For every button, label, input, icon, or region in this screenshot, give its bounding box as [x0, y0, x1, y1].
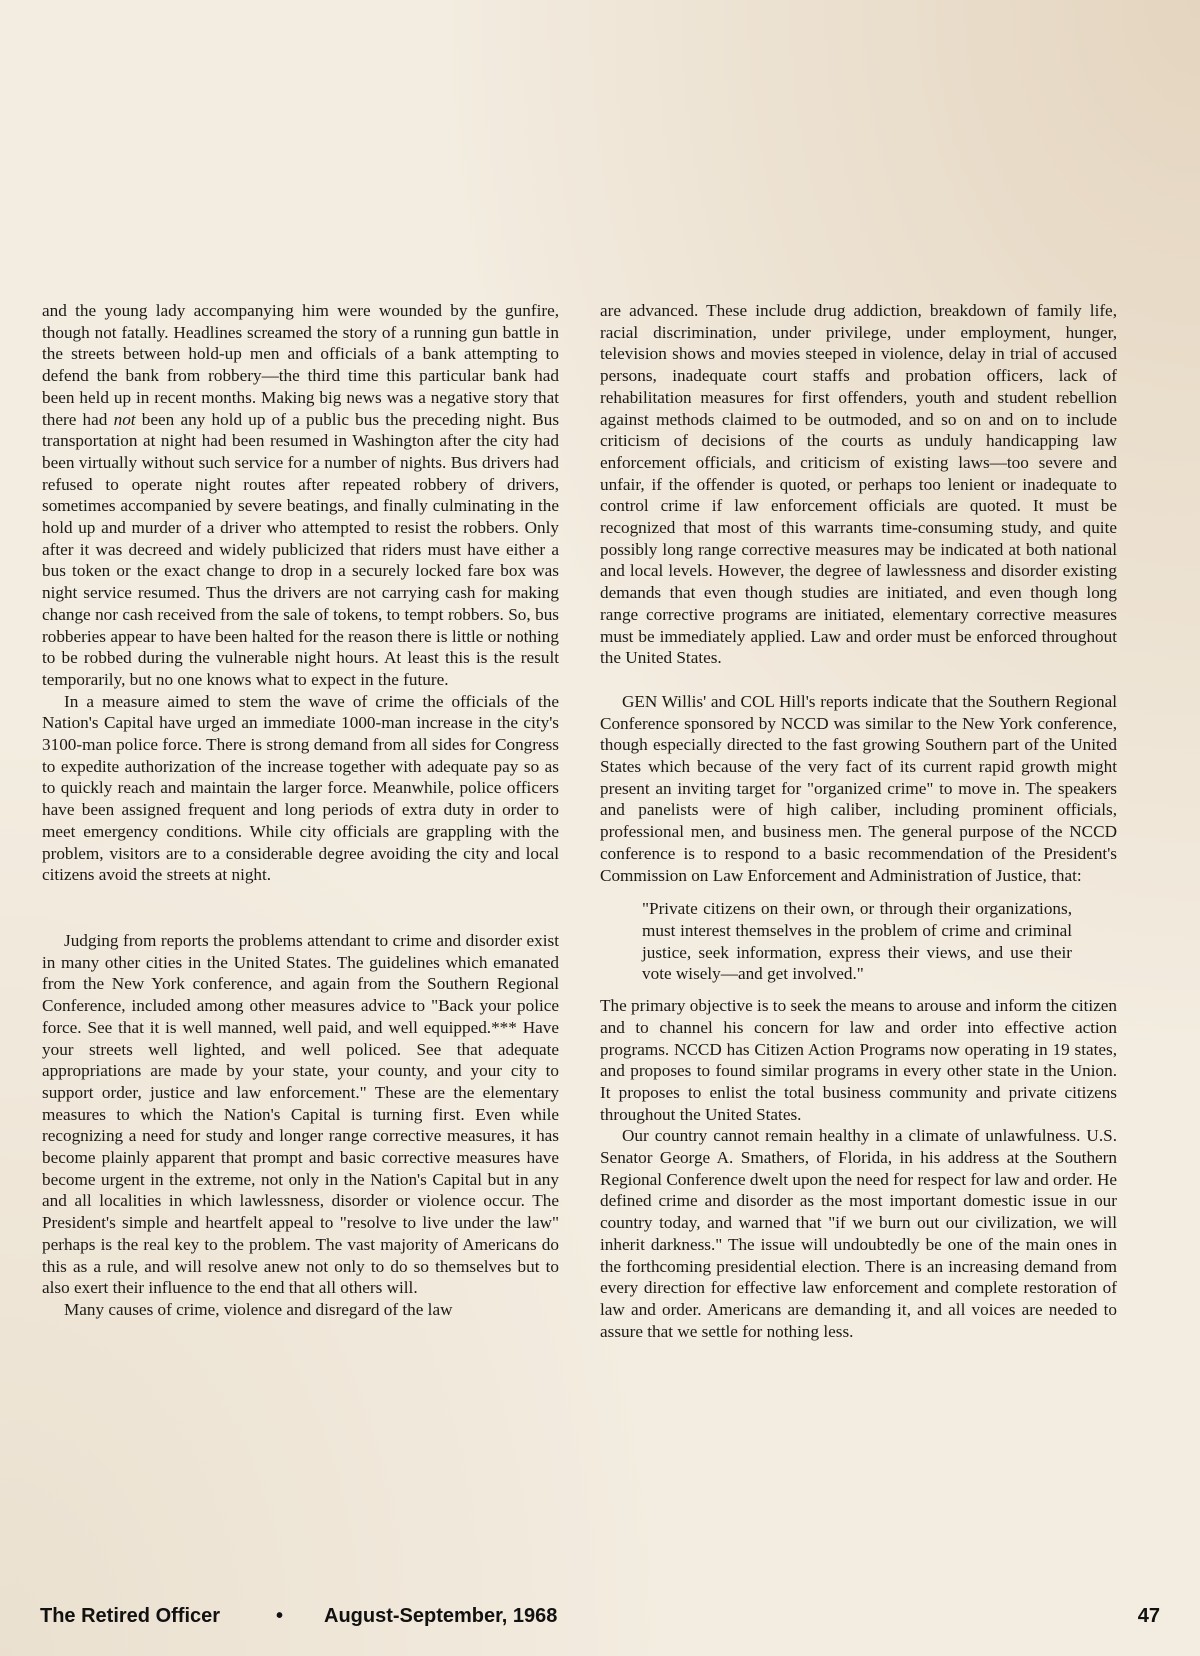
- right-paragraph-1: are advanced. These include drug addiction, breakdown of family life, racial discrimination, under privilege, under employment, hunger, television shows and movies steeped in violence, delay in trial of accused persons, inadequate court staffs and probation officers, lack of rehabilitation measures for first offenders, youth and student rebellion against methods claimed to be outmoded, and so on and on to include criticism of decisions of the courts as unduly handicapping law enforcement officials, and criticism of existing laws—too severe and unfair, if the offender is quoted, or perhaps too lenient or inadequate to control crime if law enforcement officials are quoted. It must be recognized that most of this warrants time-consuming study, and quite possibly long range corrective measures may be indicated at both national and local levels. However, the degree of lawlessness and disorder existing demands that even though studies are initiated, and even though long range corrective programs are initiated, elementary corrective measures must be immediately applied. Law and order must be enforced throughout the United States.: [600, 301, 1117, 668]
- left-paragraph-3: Judging from reports the problems attendant to crime and disorder exist in many other cities in the United States. The guidelines which emanated from the New York conference, and again from the Southern Regional Conference, included among other measures advice to "Back your police force. See that it is well manned, well paid, and well equipped.*** Have your streets well lighted, and well policed. See that adequate appropriations are made by your state, your county, and your city to support order, justice and law enforcement." These are the elementary measures to which the Nation's Capital is turning first. Even while recognizing a need for study and longer range corrective measures, it has become plainly apparent that prompt and basic corrective measures have become urgent in the extreme, not only in the Nation's Capital but in any and all localities in which lawlessness, disorder or violence occur. The President's simple and heartfelt appeal to "resolve to live under the law" perhaps is the real key to the problem. The vast majority of Americans do this as a rule, and will resolve anew not only to do so themselves but to also exert their influence to the end that all others will.: [42, 930, 559, 1298]
- right-column: [600, 300, 1117, 1342]
- president-commission-quote: "Private citizens on their own, or through their organizations, must interest themselves in the problem of crime and criminal justice, seek information, express their views, and use their vote wisely—and get involved.": [642, 899, 1072, 984]
- publication-title: The Retired Officer: [40, 1605, 221, 1627]
- left-paragraph-1-rest: been any hold up of a public bus the preceding night. Bus transportation at night had been resumed in Washington after the city had been virtually without such service for a number of nights. Bus drivers had refused to operate night routes after repeated robbery of drivers, sometimes accompanied by severe beatings, and finally culminating in the hold up and murder of a driver who attempted to resist the robbers. Only after it was decreed and widely publicized that riders must have either a bus token or the exact change to drop in a securely locked fare box was night service resumed. Thus the drivers are not carrying cash for making change nor cash received from the sale of tokens, to tempt robbers. So, bus robberies appear to have been halted for the reason there is little or nothing to be robbed during the vulnerable night hours. At least this is the result temporarily, but no one knows what to expect in the future.: [42, 409, 560, 689]
- page-number: 47: [1137, 1605, 1160, 1627]
- emphasis-not: not: [113, 409, 136, 429]
- right-paragraph-2: GEN Willis' and COL Hill's reports indicate that the Southern Regional Conference sponsored by NCCD was similar to the New York conference, though especially directed to the fast growing Southern part of the United States which because of the very fact of its current rapid growth might present an inviting target for "organized crime" to move in. The speakers and panelists were of high caliber, including prominent officials, professional men, and business men. The general purpose of the NCCD conference is to respond to a basic recommendation of the President's Commission on Law Enforcement and Administration of Justice, that:: [600, 691, 1117, 885]
- issue-date: August-September, 1968: [324, 1605, 558, 1627]
- left-paragraph-1: [42, 300, 559, 691]
- left-column: [42, 300, 559, 1321]
- right-paragraph-4: Our country cannot remain healthy in a climate of unlawfulness. U.S. Senator George A. Smathers, of Florida, in his address at the Southern Regional Conference dwelt upon the need for respect for law and order. He defined crime and disorder as the most important domestic issue in our country today, and warned that "if we burn out our civilization, we will inherit darkness." The issue will undoubtedly be one of the main ones in the forthcoming presidential election. There is an increasing demand from every direction for effective law enforcement and complete restoration of law and order. Americans are demanding it, and all voices are needed to assure that we settle for nothing less.: [600, 1126, 1117, 1341]
- left-paragraph-1-text: and the young lady accompanying him were wounded by the gunfire, though not fatally. Headlines screamed the story of a running gun battle in the streets between hold-up men and officials of a bank attempting to defend the bank from robbery—the third time this particular bank had been held up in recent months. Making big news was a negative story that there had: [42, 301, 559, 429]
- bullet-separator: •: [276, 1605, 284, 1627]
- left-paragraph-2: In a measure aimed to stem the wave of crime the officials of the Nation's Capital have urged an immediate 1000-man increase in the city's 3100-man police force. There is strong demand from all sides for Congress to expedite authorization of the increase together with adequate pay so as to quickly reach and maintain the larger force. Meanwhile, police officers have been assigned frequent and long periods of extra duty in order to meet emergency conditions. While city officials are grappling with the problem, visitors are to a considerable degree avoiding the city and local citizens avoid the streets at night.: [42, 691, 559, 885]
- right-paragraph-3: The primary objective is to seek the means to arouse and inform the citizen and to channel his concern for law and order into effective action programs. NCCD has Citizen Action Programs now operating in 19 states, and proposes to found similar programs in every other state in the Union. It proposes to enlist the total business community and private citizens throughout the United States.: [600, 996, 1117, 1124]
- left-paragraph-4: Many causes of crime, violence and disregard of the law: [64, 1299, 453, 1319]
